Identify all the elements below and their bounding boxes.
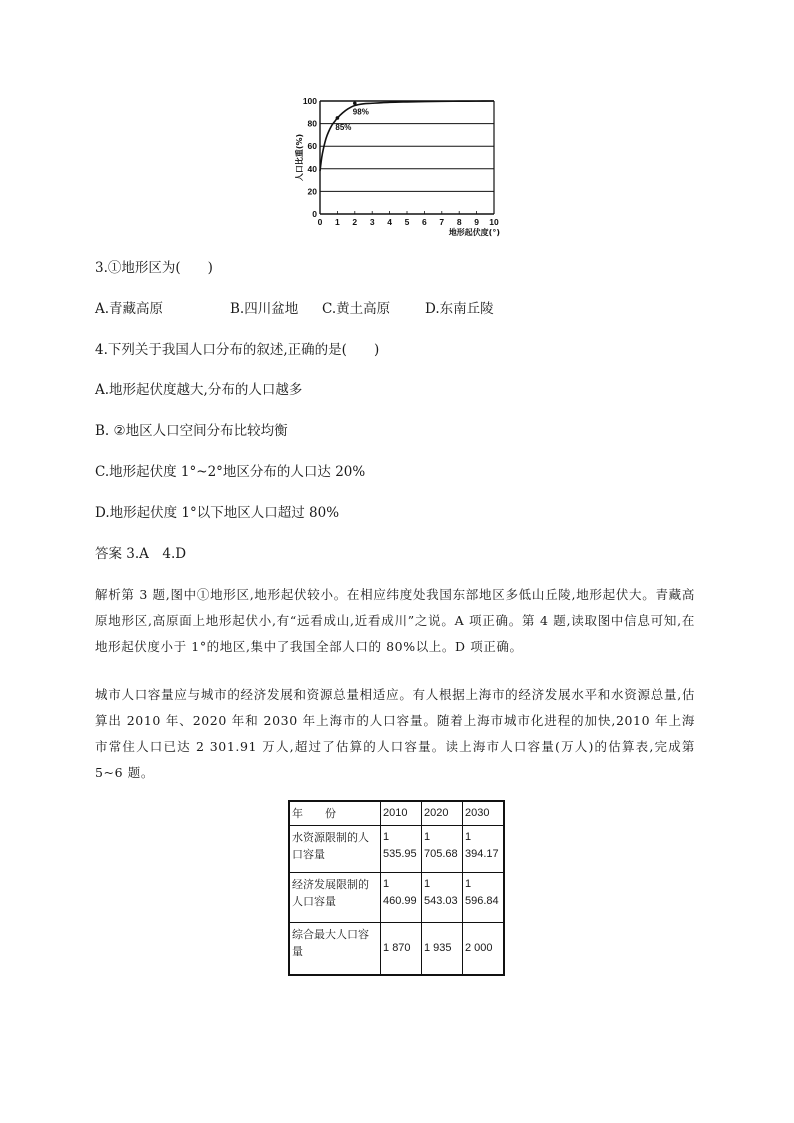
table-cell: 1 394.17 <box>462 826 504 873</box>
y-tick-label: 80 <box>307 118 317 129</box>
table-cell: 1 543.03 <box>422 873 463 923</box>
table-cell: 1 935 <box>422 923 463 975</box>
annotation-label: 85% <box>335 122 352 132</box>
x-tick-label: 0 <box>317 217 323 227</box>
table-header-cell: 2020 <box>422 801 463 826</box>
table-cell: 1 535.95 <box>381 826 422 873</box>
x-tick-label: 6 <box>422 217 427 227</box>
table-cell: 综合最大人口容量 <box>289 923 381 975</box>
table-cell: 1 460.99 <box>381 873 422 923</box>
population-terrain-chart <box>285 88 505 248</box>
chart-ticks <box>303 96 499 227</box>
x-tick-label: 10 <box>489 217 499 227</box>
table-header-cell: 年 份 <box>289 801 381 826</box>
q3-option-a: A.青藏高原 <box>95 301 164 317</box>
table-cell: 1 705.68 <box>422 826 463 873</box>
y-tick-label: 40 <box>307 163 317 174</box>
intro-paragraph: 城市人口容量应与城市的经济发展和资源总量相适应。有人根据上海市的经济发展水平和水资源总量,估算出 2010 年、2020 年和 2030 年上海市的人口容量。随着上海市城市化进程的加快,2010 年上海市常住人口已达 2 301.91 万人,超过了估算的人口容量。读上海市人口容量(万人)的估算表,完成第 5~6 题。 <box>95 687 695 780</box>
y-tick-label: 100 <box>302 96 317 106</box>
answer-line: 答案 3.A 4.D <box>95 546 187 562</box>
x-tick-label: 3 <box>369 217 375 227</box>
x-tick-label: 4 <box>387 217 392 227</box>
q4-option-c: C.地形起伏度 1°~2°地区分布的人口达 20% <box>95 464 366 480</box>
annotation-point <box>353 101 357 105</box>
chart-grid <box>320 101 494 214</box>
q3-option-b: B.四川盆地 <box>230 301 299 317</box>
y-axis-label: 人口比重(%) <box>295 133 304 182</box>
q4-option-b: B. ②地区人口空间分布比较均衡 <box>95 423 288 439</box>
q3-option-c: C.黄土高原 <box>322 301 391 317</box>
chart-svg <box>285 88 505 248</box>
table-cell: 1 596.84 <box>462 873 504 923</box>
x-tick-label: 9 <box>474 217 479 227</box>
q4-option-a: A.地形起伏度越大,分布的人口越多 <box>95 382 303 398</box>
population-capacity-table <box>288 800 505 976</box>
table-cell: 水资源限制的人口容量 <box>289 826 381 873</box>
x-tick-label: 2 <box>352 217 358 227</box>
annotation-point <box>336 116 340 120</box>
q3-option-d: D.东南丘陵 <box>425 301 494 317</box>
x-tick-label: 5 <box>404 217 410 227</box>
y-tick-label: 60 <box>307 141 317 152</box>
annotation-label: 98% <box>352 107 369 117</box>
table-row <box>289 873 504 923</box>
analysis-paragraph: 解析第 3 题,图中①地形区,地形起伏较小。在相应纬度处我国东部地区多低山丘陵,地形起伏大。青藏高原地形区,高原面上地形起伏小,有“远看成山,近看成川”之说。A 项正确。第 4 题,读取图中信息可知,在地形起伏度小于 1°的地区,集中了我国全部人口的 80%以上。D 项正确。 <box>95 587 695 654</box>
q4-title: 4.下列关于我国人口分布的叙述,正确的是( ) <box>95 342 380 358</box>
table-row <box>289 826 504 873</box>
table-cell: 经济发展限制的人口容量 <box>289 873 381 923</box>
series-line <box>320 101 494 171</box>
x-tick-label: 1 <box>335 217 340 227</box>
table-header-cell: 2030 <box>462 801 504 826</box>
q3-options <box>95 299 494 319</box>
table-header-cell: 2010 <box>381 801 422 826</box>
x-axis-label: 地形起伏度(°) <box>448 228 500 237</box>
table-cell: 1 870 <box>381 923 422 975</box>
table-header-row <box>289 801 504 826</box>
table-row <box>289 923 504 975</box>
x-tick-label: 7 <box>439 217 445 227</box>
q4-option-d: D.地形起伏度 1°以下地区人口超过 80% <box>95 505 340 521</box>
x-tick-label: 8 <box>456 217 462 227</box>
y-tick-label: 20 <box>307 186 317 197</box>
table-cell: 2 000 <box>462 923 504 975</box>
q3-title: 3.①地形区为( ) <box>95 260 213 276</box>
y-tick-label: 0 <box>312 209 317 219</box>
